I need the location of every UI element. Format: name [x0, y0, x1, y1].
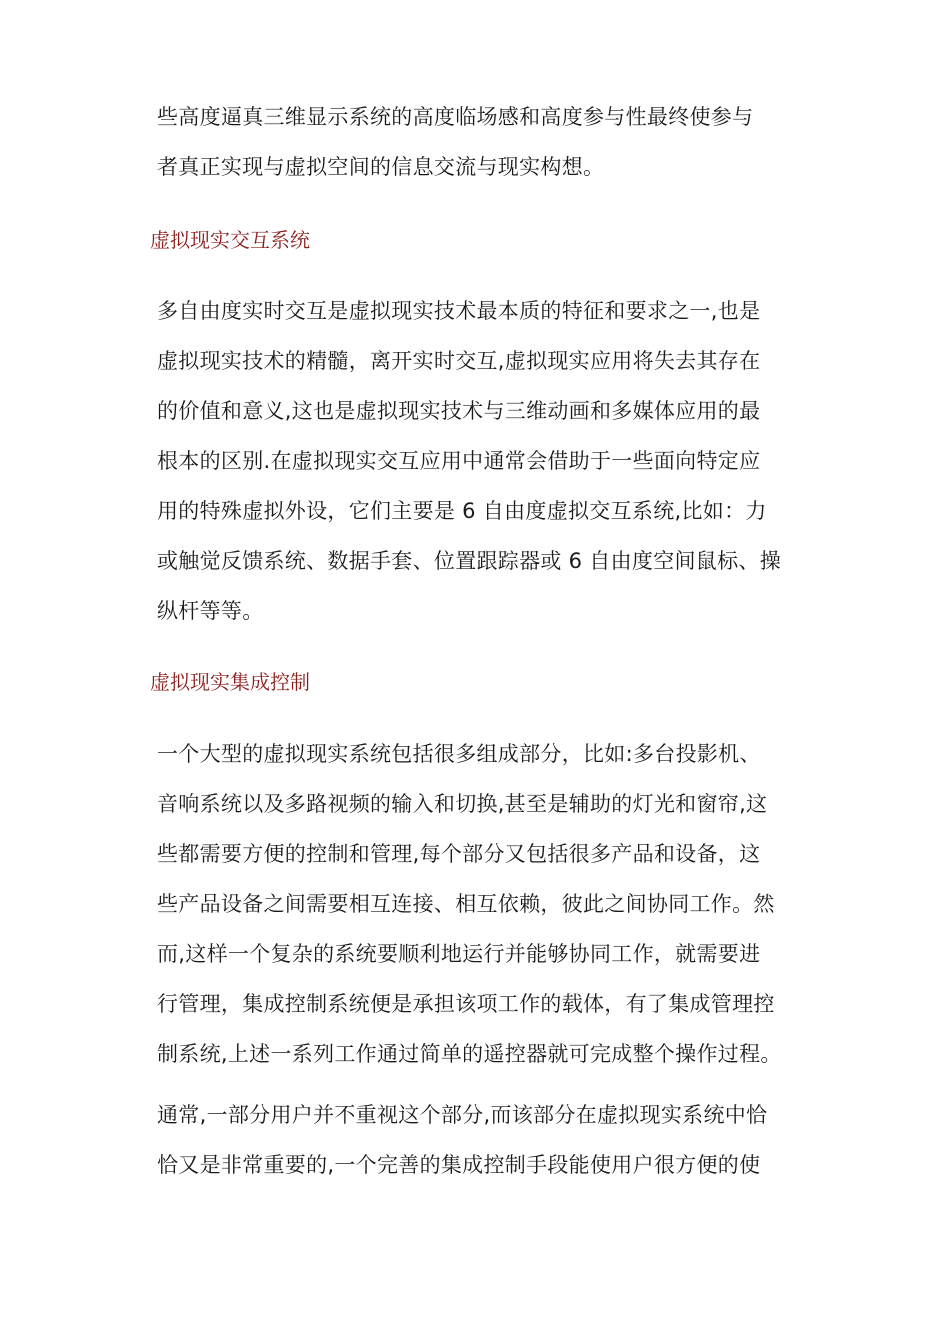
paragraph-line: 多自由度实时交互是虚拟现实技术最本质的特征和要求之一,也是 — [157, 299, 761, 323]
paragraph-line: 者真正实现与虚拟空间的信息交流与现实构想。 — [157, 155, 605, 179]
paragraph-line: 纵杆等等。 — [157, 599, 264, 623]
paragraph-line: 些都需要方便的控制和管理,每个部分又包括很多产品和设备，这 — [157, 842, 761, 866]
paragraph-line: 些产品设备之间需要相互连接、相互依赖，彼此之间协同工作。然 — [157, 892, 775, 916]
paragraph-line: 制系统,上述一系列工作通过简单的遥控器就可完成整个操作过程。 — [157, 1042, 782, 1066]
paragraph-line: 音响系统以及多路视频的输入和切换,甚至是辅助的灯光和窗帘,这 — [157, 792, 768, 816]
paragraph-intro-continuation — [157, 92, 802, 192]
paragraph-line: 一个大型的虚拟现实系统包括很多组成部分，比如:多台投影机、 — [157, 742, 761, 766]
paragraph-line: 的价值和意义,这也是虚拟现实技术与三维动画和多媒体应用的最 — [157, 399, 761, 423]
paragraph-line: 根本的区别.在虚拟现实交互应用中通常会借助于一些面向特定应 — [157, 449, 761, 473]
section-heading-interaction-system: 虚拟现实交互系统 — [150, 228, 310, 252]
paragraph-line: 而,这样一个复杂的系统要顺利地运行并能够协同工作，就需要进 — [157, 942, 761, 966]
paragraph-line: 恰又是非常重要的,一个完善的集成控制手段能使用户很方便的使 — [157, 1153, 761, 1177]
paragraph-integrated-control — [157, 729, 802, 1079]
paragraph-line: 用的特殊虚拟外设，它们主要是 6 自由度虚拟交互系统,比如：力 — [157, 499, 767, 523]
paragraph-line: 虚拟现实技术的精髓，离开实时交互,虚拟现实应用将失去其存在 — [157, 349, 761, 373]
paragraph-line: 通常,一部分用户并不重视这个部分,而该部分在虚拟现实系统中恰 — [157, 1103, 768, 1127]
paragraph-line: 些高度逼真三维显示系统的高度临场感和高度参与性最终使参与 — [157, 105, 754, 129]
paragraph-interaction-system — [157, 286, 802, 636]
section-heading-integrated-control: 虚拟现实集成控制 — [150, 670, 310, 694]
paragraph-line: 行管理，集成控制系统便是承担该项工作的载体，有了集成管理控 — [157, 992, 775, 1016]
paragraph-integrated-control-continued — [157, 1090, 802, 1190]
paragraph-line: 或触觉反馈系统、数据手套、位置跟踪器或 6 自由度空间鼠标、操 — [157, 549, 782, 573]
